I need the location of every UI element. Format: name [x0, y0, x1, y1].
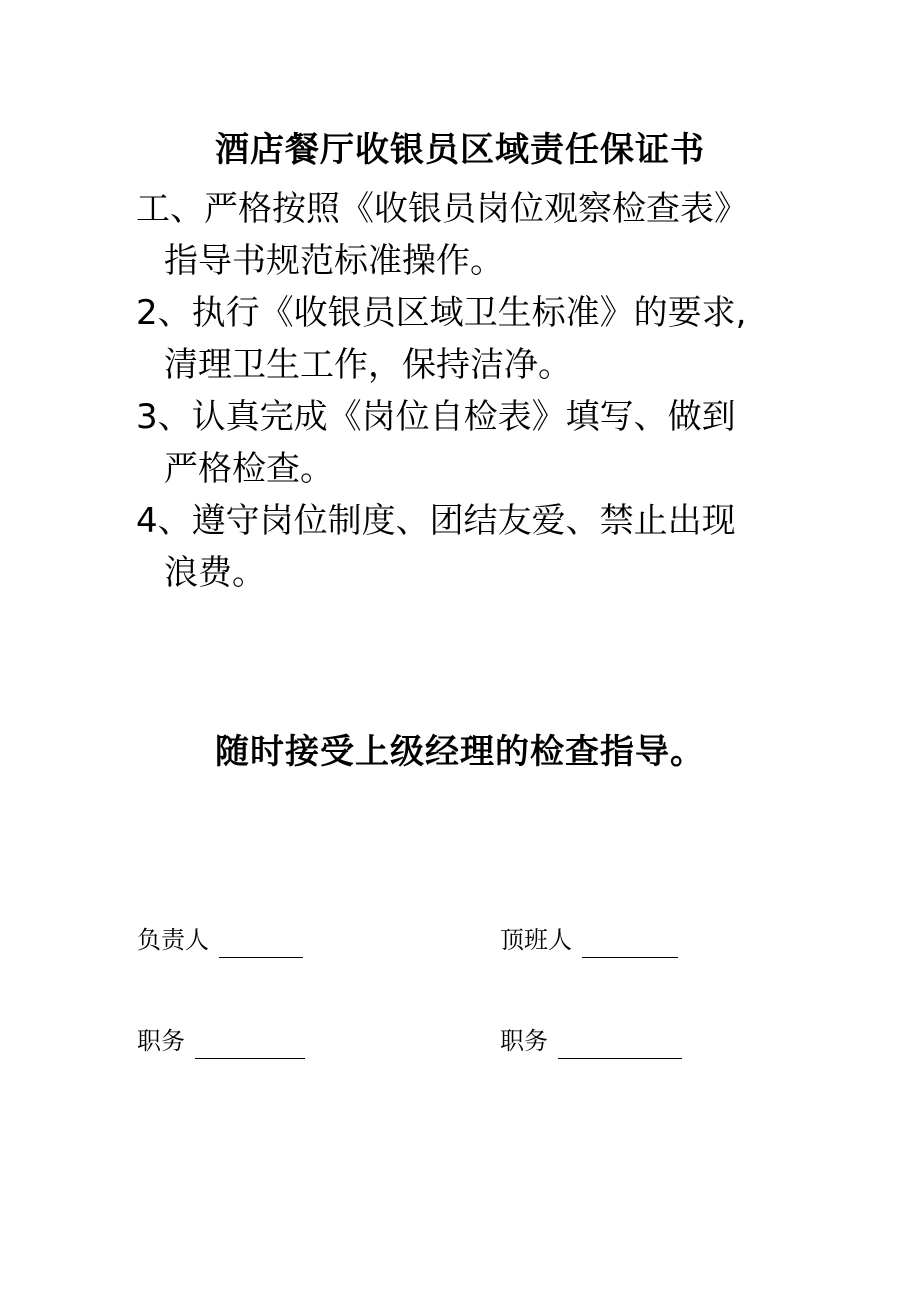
clause-item	[136, 287, 796, 391]
clause-line-continued: 严格检查。	[164, 449, 334, 489]
clause-line: 工、严格按照《收银员岗位观察检查表》	[136, 189, 748, 229]
closing-statement: 随时接受上级经理的检查指导。	[215, 732, 705, 772]
clause-line-continued: 浪费。	[164, 553, 266, 593]
clause-line: 4、遵守岗位制度、团结友爱、禁止出现	[136, 501, 736, 541]
substitute-person-label: 顶班人	[500, 926, 572, 954]
clause-item	[136, 391, 796, 495]
clause-list	[136, 183, 796, 599]
document-title: 酒店餐厅收银员区域责任保证书	[215, 130, 705, 170]
right-position-signature	[500, 1023, 682, 1059]
clause-item	[136, 495, 796, 599]
left-position-label: 职务	[137, 1027, 185, 1055]
clause-line: 2、执行《收银员区域卫生标准》的要求,	[136, 293, 747, 333]
clause-line-continued: 清理卫生工作，保持洁净。	[164, 345, 572, 385]
right-position-label: 职务	[500, 1027, 548, 1055]
clause-item	[136, 183, 796, 287]
responsible-person-signature	[137, 922, 303, 958]
responsible-person-blank[interactable]	[219, 931, 303, 958]
substitute-person-signature	[500, 922, 678, 958]
clause-line-continued: 指导书规范标准操作。	[164, 241, 504, 281]
left-position-signature	[137, 1023, 305, 1059]
left-position-blank[interactable]	[195, 1032, 305, 1059]
responsible-person-label: 负责人	[137, 926, 209, 954]
clause-line: 3、认真完成《岗位自检表》填写、做到	[136, 397, 736, 437]
right-position-blank[interactable]	[558, 1032, 682, 1059]
substitute-person-blank[interactable]	[582, 931, 678, 958]
